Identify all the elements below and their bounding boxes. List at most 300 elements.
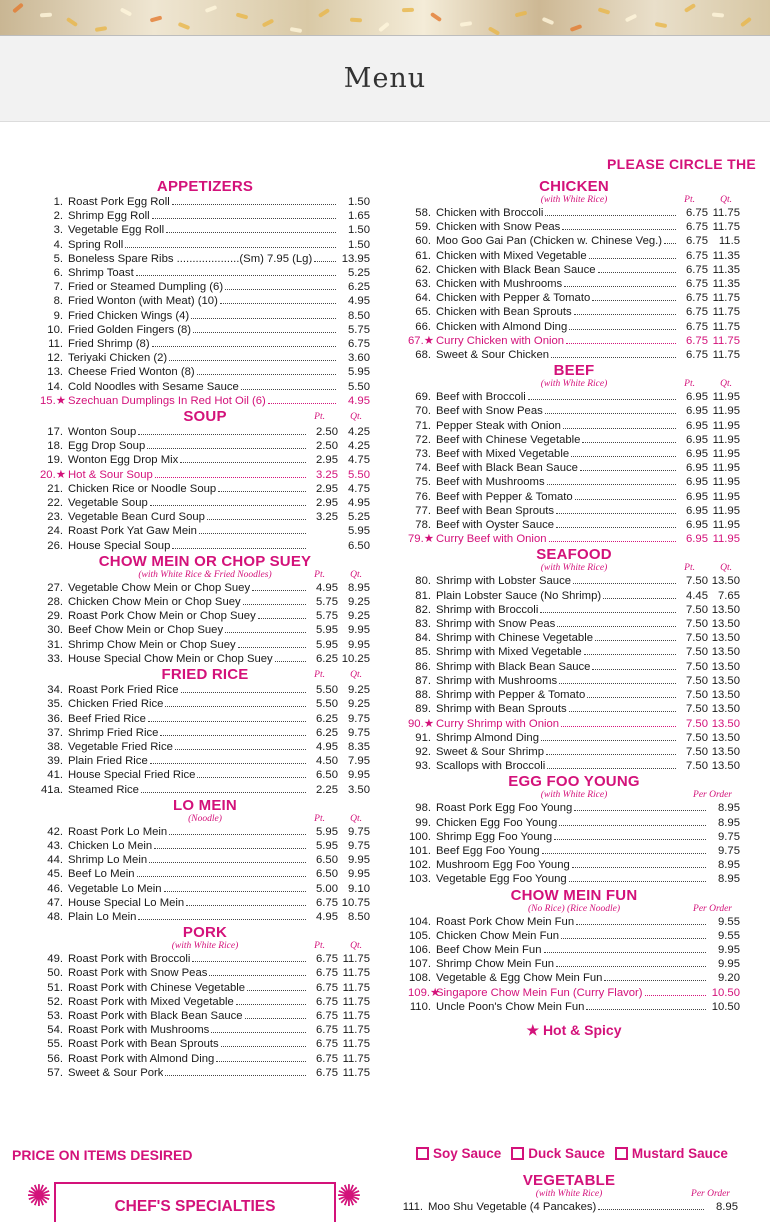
price-pint: 6.95 xyxy=(686,504,708,517)
price-pint: 5.75 xyxy=(316,610,338,623)
item-number: 56. xyxy=(47,1052,63,1065)
item-name: House Special Fried Rice xyxy=(68,769,196,782)
menu-item xyxy=(40,623,370,637)
item-number: 62. xyxy=(415,263,431,276)
item-name: Roast Pork with Almond Ding xyxy=(68,1052,215,1065)
item-number: 63. xyxy=(415,278,431,291)
price: 4.25 xyxy=(348,426,370,439)
price-pint: 6.75 xyxy=(686,263,708,276)
item-number: 4. xyxy=(53,238,63,251)
menu-item xyxy=(408,574,740,588)
section-subtitle: (with White Rice) xyxy=(540,379,608,390)
price: 11.75 xyxy=(342,967,370,980)
chef-specialties-title: CHEF'S SPECIALTIES xyxy=(114,1198,276,1215)
dot-leader xyxy=(152,346,336,347)
item-number: 52. xyxy=(47,995,63,1008)
menu-item xyxy=(40,726,370,740)
menu-item xyxy=(408,404,740,418)
rice-grain xyxy=(318,8,330,18)
price-pint: 4.95 xyxy=(316,740,338,753)
price-pint: 7.50 xyxy=(686,689,708,702)
menu-item xyxy=(40,638,370,652)
dot-leader xyxy=(559,683,676,684)
star-icon: ★ xyxy=(526,1021,543,1038)
price: 5.95 xyxy=(348,525,370,538)
menu-item xyxy=(40,995,370,1009)
dot-leader xyxy=(225,289,336,290)
item-number: 57. xyxy=(47,1066,63,1079)
item-number: 68. xyxy=(415,349,431,362)
rice-grain xyxy=(488,26,500,35)
price-pint: 4.95 xyxy=(316,910,338,923)
section-header xyxy=(408,178,740,195)
item-name: Chicken with Mixed Vegetable xyxy=(436,249,587,262)
dot-leader xyxy=(199,533,306,534)
price: 9.75 xyxy=(348,839,370,852)
menu-item xyxy=(408,631,740,645)
item-number: 55. xyxy=(47,1038,63,1051)
item-name: Plain Lobster Sauce (No Shrimp) xyxy=(436,589,602,602)
price: 9.95 xyxy=(348,868,370,881)
dot-leader xyxy=(245,1018,306,1019)
price: 9.25 xyxy=(348,684,370,697)
section-subtitle: (with White Rice) xyxy=(540,195,608,205)
item-name: Mushroom Egg Foo Young xyxy=(436,859,570,872)
dot-leader xyxy=(180,462,306,463)
item-number: 35. xyxy=(47,698,63,711)
dot-leader xyxy=(571,456,676,457)
price: 3.60 xyxy=(348,352,370,365)
dot-leader xyxy=(169,834,306,835)
item-name: Fried or Steamed Dumpling (6) xyxy=(68,281,224,294)
item-name: Beef Chow Mein Fun xyxy=(436,943,542,956)
price: 11.95 xyxy=(712,504,740,517)
rice-grain xyxy=(120,7,132,16)
dot-leader xyxy=(193,332,336,333)
item-name: Cheese Fried Wonton (8) xyxy=(68,366,195,379)
item-number: 39. xyxy=(47,755,63,768)
menu-item xyxy=(40,337,370,351)
item-number: 111. xyxy=(402,1201,423,1213)
price-pint: 2.25 xyxy=(316,783,338,796)
section-subtitle-row xyxy=(40,814,370,825)
column-label-qt: Per Order xyxy=(693,903,732,914)
price: 11.95 xyxy=(712,533,740,546)
checkbox-icon xyxy=(615,1147,628,1160)
menu-item xyxy=(40,1009,370,1023)
menu-item xyxy=(40,1066,370,1080)
section-subtitle-row xyxy=(40,570,370,581)
dot-leader xyxy=(221,1046,306,1047)
item-name: Roast Pork with Chinese Vegetable xyxy=(68,981,246,994)
item-number: 100. xyxy=(409,830,431,843)
item-number: 65. xyxy=(415,306,431,319)
item-name: Chicken with Bean Sprouts xyxy=(436,306,572,319)
menu-item xyxy=(408,731,740,745)
price: 11.95 xyxy=(712,448,740,461)
menu-item xyxy=(40,425,370,439)
column-label-qt: Qt. xyxy=(350,941,362,952)
item-name: Szechuan Dumplings In Red Hot Oil (6) xyxy=(68,394,266,407)
price: 11.35 xyxy=(712,263,740,276)
item-name: Roast Pork Chow Mein or Chop Suey xyxy=(68,610,256,623)
price: 8.35 xyxy=(348,740,370,753)
item-number: 93. xyxy=(415,760,431,773)
item-name: Curry Beef with Onion xyxy=(436,533,547,546)
item-name: Roast Pork Egg Roll xyxy=(68,196,170,208)
price: 3.50 xyxy=(348,783,370,796)
menu-item xyxy=(40,195,370,209)
dot-leader xyxy=(258,618,306,619)
price: 9.95 xyxy=(718,943,740,956)
section-title: LO MEIN xyxy=(173,796,237,814)
item-name: Sweet & Sour Pork xyxy=(68,1066,164,1079)
column-label-qt: Per Order xyxy=(691,1189,730,1199)
column-label-qt: Qt. xyxy=(720,379,732,390)
price: 11.75 xyxy=(342,1052,370,1065)
price-pint: 7.50 xyxy=(686,660,708,673)
dot-leader xyxy=(547,484,676,485)
sauce-options xyxy=(416,1146,728,1161)
dot-leader xyxy=(165,1075,306,1076)
rice-grain xyxy=(460,21,472,27)
price: 10.75 xyxy=(341,896,370,909)
dot-leader xyxy=(138,434,306,435)
item-number: 110. xyxy=(409,1000,431,1013)
rice-grain xyxy=(178,22,191,30)
section-title: CHOW MEIN FUN xyxy=(510,886,638,904)
section-header xyxy=(408,773,740,790)
price: 13.50 xyxy=(711,689,740,702)
menu-column-left xyxy=(40,178,370,1080)
dot-leader xyxy=(595,640,676,641)
item-number: 91. xyxy=(415,731,431,744)
menu-item xyxy=(408,801,740,815)
menu-item xyxy=(40,896,370,910)
menu-item xyxy=(408,844,740,858)
price: 8.95 xyxy=(718,802,740,815)
dot-leader xyxy=(544,952,707,953)
item-name: Boneless Spare Ribs ....................(Sm) 7.95 (Lg) xyxy=(68,252,313,265)
dot-leader xyxy=(207,519,306,520)
item-number: 84. xyxy=(415,632,431,645)
price: 11.75 xyxy=(712,292,740,305)
price: 13.50 xyxy=(711,603,740,616)
menu-item xyxy=(40,783,370,797)
section-subtitle: (with White Rice) xyxy=(171,941,239,952)
price: 9.75 xyxy=(348,712,370,725)
price: 13.50 xyxy=(711,660,740,673)
section-header xyxy=(408,887,740,904)
sauce-option[interactable] xyxy=(615,1146,728,1161)
menu-item xyxy=(408,971,740,985)
item-number: 50. xyxy=(47,967,63,980)
menu-item xyxy=(40,1023,370,1037)
item-number: 19. xyxy=(47,454,63,467)
menu-item xyxy=(408,433,740,447)
dot-leader xyxy=(150,505,306,506)
section-subtitle-row xyxy=(408,790,740,801)
price: 4.95 xyxy=(348,295,370,308)
menu-item xyxy=(408,334,740,348)
price: 9.75 xyxy=(348,825,370,838)
menu-item xyxy=(408,872,740,886)
section-title: PORK xyxy=(182,924,228,942)
rice-grain xyxy=(542,17,555,25)
section-title: FRIED RICE xyxy=(161,666,249,684)
sauce-option[interactable] xyxy=(511,1146,605,1161)
dot-leader xyxy=(154,848,306,849)
dot-leader xyxy=(572,867,706,868)
price-pint: 2.95 xyxy=(316,482,338,495)
price-pint: 6.75 xyxy=(686,306,708,319)
item-name: Chicken with Mushrooms xyxy=(436,278,563,291)
menu-item xyxy=(408,220,740,234)
price: 11.5 xyxy=(718,235,740,248)
item-number: 43. xyxy=(47,839,63,852)
item-name: House Special Chow Mein or Chop Suey xyxy=(68,652,273,665)
dot-leader xyxy=(589,258,676,259)
price: 9.55 xyxy=(718,915,740,928)
item-name: Roast Pork Lo Mein xyxy=(68,825,168,838)
menu-item xyxy=(40,209,370,223)
column-label-qt: Qt. xyxy=(350,569,362,580)
price: 11.95 xyxy=(712,462,740,475)
price-pint: 6.75 xyxy=(686,292,708,305)
item-number: 41. xyxy=(47,769,63,782)
price: 13.50 xyxy=(711,674,740,687)
column-label-pt: Pt. xyxy=(314,670,325,681)
item-number: 37. xyxy=(47,726,63,739)
item-name: Chicken Egg Foo Young xyxy=(436,816,558,829)
price: 11.95 xyxy=(712,476,740,489)
section-subtitle: (No Rice) (Rice Noodle) xyxy=(527,903,621,914)
menu-item xyxy=(408,249,740,263)
hot-spicy-legend xyxy=(408,1022,740,1039)
column-label-qt: Qt. xyxy=(720,195,732,205)
menu-item xyxy=(408,603,740,617)
menu-item xyxy=(40,1037,370,1051)
item-number: 90.★ xyxy=(408,717,434,730)
item-number: 82. xyxy=(415,603,431,616)
price: 4.95 xyxy=(348,394,370,407)
price-pint: 7.50 xyxy=(686,745,708,758)
dot-leader xyxy=(566,343,676,344)
section-header xyxy=(40,924,370,941)
price-pint: 5.50 xyxy=(316,684,338,697)
section-title: SOUP xyxy=(183,408,227,426)
dot-leader xyxy=(218,491,306,492)
menu-item xyxy=(408,717,740,731)
item-number: 85. xyxy=(415,646,431,659)
item-number: 72. xyxy=(415,433,431,446)
menu-item xyxy=(40,223,370,237)
item-number: 29. xyxy=(47,610,63,623)
menu-item xyxy=(408,1000,740,1014)
price-pint: 6.50 xyxy=(316,868,338,881)
item-name: Chicken with Black Bean Sauce xyxy=(436,263,596,276)
rice-grain xyxy=(598,7,611,14)
column-label-qt: Qt. xyxy=(350,813,362,824)
price-pint: 6.95 xyxy=(686,448,708,461)
item-number: 9. xyxy=(53,309,63,322)
menu-item xyxy=(408,475,740,489)
menu-item xyxy=(408,305,740,319)
item-number: 1. xyxy=(53,196,63,208)
price: 6.25 xyxy=(348,281,370,294)
menu-item xyxy=(40,754,370,768)
dot-leader xyxy=(243,604,306,605)
dot-leader xyxy=(598,272,677,273)
item-number: 74. xyxy=(415,462,431,475)
item-name: Pepper Steak with Onion xyxy=(436,419,561,432)
price-pint: 7.50 xyxy=(686,575,708,588)
dot-leader xyxy=(554,839,706,840)
price-pint: 7.50 xyxy=(686,603,708,616)
price-pint: 6.75 xyxy=(686,221,708,234)
chef-specialties-box xyxy=(54,1182,336,1222)
item-name: Shrimp Toast xyxy=(68,267,134,280)
rice-grain xyxy=(625,14,638,23)
menu-item xyxy=(408,830,740,844)
price-pint: 7.50 xyxy=(686,760,708,773)
menu-item xyxy=(408,645,740,659)
item-number: 18. xyxy=(47,440,63,453)
price-pint: 2.95 xyxy=(316,454,338,467)
rice-grain xyxy=(290,27,303,33)
price-pint: 6.95 xyxy=(686,476,708,489)
item-name: Beef with Chinese Vegetable xyxy=(436,433,581,446)
item-name: Roast Pork with Mixed Vegetable xyxy=(68,995,234,1008)
dot-leader xyxy=(175,749,306,750)
price: 9.10 xyxy=(348,882,370,895)
price-pint: 5.95 xyxy=(316,638,338,651)
price: 8.50 xyxy=(348,910,370,923)
dot-leader xyxy=(569,711,676,712)
item-name: Teriyaki Chicken (2) xyxy=(68,352,168,365)
item-number: 86. xyxy=(415,660,431,673)
price: 1.65 xyxy=(348,210,370,223)
item-name: Shrimp Egg Foo Young xyxy=(436,830,553,843)
item-number: 77. xyxy=(415,504,431,517)
price: 11.75 xyxy=(342,981,370,994)
price-pint: 6.75 xyxy=(316,1052,338,1065)
item-number: 61. xyxy=(415,249,431,262)
item-name: Hot & Sour Soup xyxy=(68,468,153,481)
dot-leader xyxy=(580,470,676,471)
dot-leader xyxy=(545,215,676,216)
section-header xyxy=(40,797,370,814)
item-name: Sweet & Sour Chicken xyxy=(436,349,550,362)
dot-leader xyxy=(559,825,706,826)
item-number: 98. xyxy=(415,802,431,815)
dot-leader xyxy=(551,357,676,358)
price-pint: 2.95 xyxy=(316,497,338,510)
dot-leader xyxy=(562,229,676,230)
item-number: 14. xyxy=(47,380,63,393)
price: 11.95 xyxy=(712,419,740,432)
item-number: 83. xyxy=(415,618,431,631)
menu-item xyxy=(40,882,370,896)
rice-grain xyxy=(262,18,275,27)
item-name: Roast Pork Fried Rice xyxy=(68,684,179,697)
menu-item xyxy=(40,595,370,609)
food-photo-banner xyxy=(0,0,770,36)
dot-leader xyxy=(160,735,306,736)
price-pint: 6.75 xyxy=(686,349,708,362)
menu-item xyxy=(40,453,370,467)
menu-item xyxy=(40,439,370,453)
menu-item xyxy=(40,394,370,408)
price: 9.75 xyxy=(718,830,740,843)
item-name: Shrimp with Mixed Vegetable xyxy=(436,646,582,659)
item-name: Fried Golden Fingers (8) xyxy=(68,323,192,336)
price: 4.75 xyxy=(348,482,370,495)
dot-leader xyxy=(557,626,676,627)
item-number: 2. xyxy=(53,210,63,223)
dot-leader xyxy=(252,590,306,591)
menu-item xyxy=(40,351,370,365)
item-number: 76. xyxy=(415,490,431,503)
price: 8.95 xyxy=(348,581,370,594)
price-pint: 3.25 xyxy=(316,468,338,481)
price-pint: 6.95 xyxy=(686,462,708,475)
item-name: Singapore Chow Mein Fun (Curry Flavor) xyxy=(436,986,643,999)
section-title: BEEF xyxy=(553,362,595,380)
item-name: Shrimp with Broccoli xyxy=(436,603,539,616)
rice-grain xyxy=(378,22,390,33)
price-pint: 6.50 xyxy=(316,854,338,867)
price-pint: 6.75 xyxy=(316,995,338,1008)
menu-item xyxy=(408,759,740,773)
price: 1.50 xyxy=(348,224,370,237)
dot-leader xyxy=(556,527,676,528)
section-header xyxy=(408,362,740,379)
menu-item xyxy=(408,532,740,546)
menu-item xyxy=(408,518,740,532)
item-number: 75. xyxy=(415,476,431,489)
item-name: Wonton Egg Drop Mix xyxy=(68,454,179,467)
item-number: 21. xyxy=(47,482,63,495)
column-label-qt: Qt. xyxy=(350,670,362,681)
price: 11.95 xyxy=(712,391,740,404)
section-subtitle-row xyxy=(408,904,740,915)
dot-leader xyxy=(211,1032,306,1033)
item-number: 59. xyxy=(415,221,431,234)
item-number: 87. xyxy=(415,674,431,687)
item-number: 23. xyxy=(47,511,63,524)
sauce-option[interactable] xyxy=(416,1146,501,1161)
item-number: 28. xyxy=(47,596,63,609)
item-number: 24. xyxy=(47,525,63,538)
dot-leader xyxy=(569,881,706,882)
price: 13.50 xyxy=(711,703,740,716)
item-name: Egg Drop Soup xyxy=(68,440,146,453)
price-pint: 6.95 xyxy=(686,405,708,418)
item-name: Beef with Pepper & Tomato xyxy=(436,490,573,503)
price: 6.75 xyxy=(348,338,370,351)
section-header xyxy=(40,553,370,570)
section-title: EGG FOO YOUNG xyxy=(508,773,640,791)
dot-leader xyxy=(573,583,676,584)
menu-image xyxy=(0,150,770,1222)
item-name: Steamed Rice xyxy=(68,783,139,796)
item-number: 60. xyxy=(415,235,431,248)
dot-leader xyxy=(236,1004,306,1005)
price: 10.50 xyxy=(711,986,740,999)
menu-item xyxy=(40,252,370,266)
price-pint: 7.50 xyxy=(686,717,708,730)
